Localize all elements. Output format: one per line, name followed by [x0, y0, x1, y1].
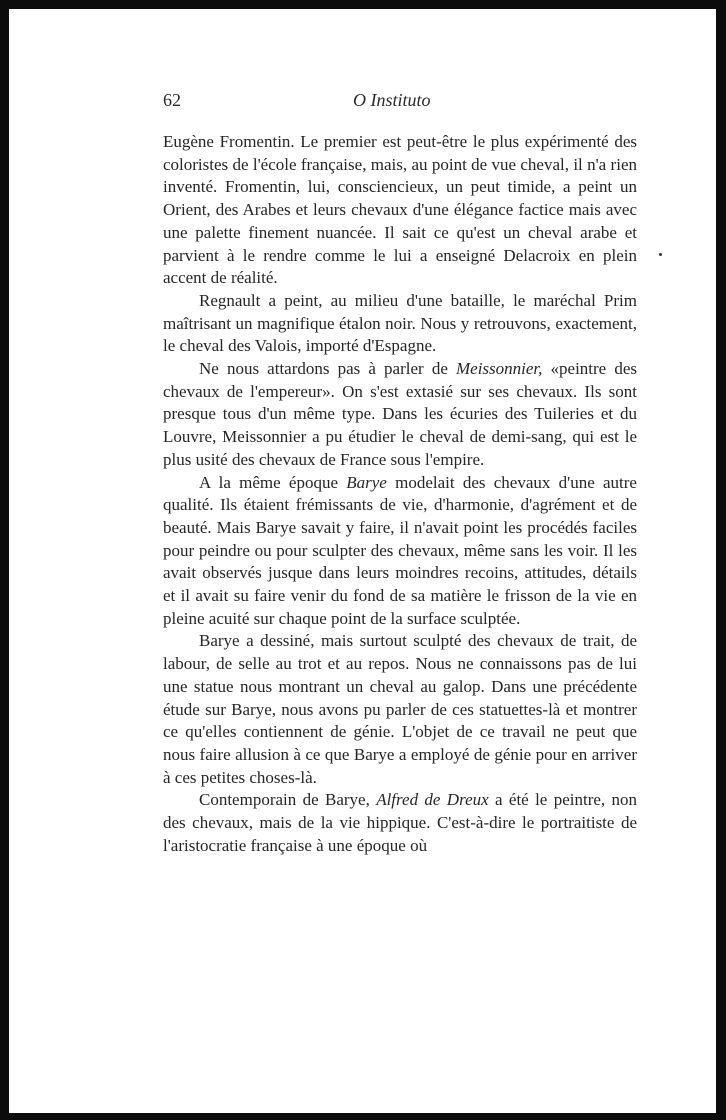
paragraph-barye-sculpture: Barye a dessiné, mais surtout sculpté des chevaux de trait, de labour, de selle au trot et au repos. Nous ne connaissons pas de lui une statue nous montrant un cheval au galop. Dans une précédente étude sur Barye, nous avons pu parler de ces statuettes-là et montrer ce qu'elles contiennent de génie. L'objet de ce travail ne peut que nous faire allusion à ce que Barye a employé de génie pour en arriver à ces petites choses-là.: [163, 631, 637, 787]
artist-name-barye: Barye: [346, 472, 387, 492]
body-text: [163, 131, 637, 858]
paragraph-fromentin: Eugène Fromentin. Le premier est peut-être le plus expérimenté des coloristes de l'école française, mais, au point de vue cheval, il n'a rien inventé. Fromentin, lui, consciencieux, un peut timide, a peint un Orient, des Arabes et leurs chevaux d'une élégance factice mais avec une palette finement nuancée. Il sait ce qu'est un cheval arabe et parvient à le rendre comme le lui a enseigné Delacroix en plein accent de réalité.: [163, 132, 637, 288]
artist-name-dreux: Alfred de Dreux: [376, 790, 489, 810]
page-number: 62: [163, 90, 181, 110]
margin-speck: [659, 253, 662, 256]
paragraph-regnault: Regnault a peint, au milieu d'une bataille, le maréchal Prim maîtrisant un magnifique étalon noir. Nous y retrouvons, exactement, le cheval des Valois, importé d'Espagne.: [163, 290, 637, 356]
journal-title: O Instituto: [353, 90, 431, 110]
paragraph-barye: A la même époque Barye modelait des chevaux d'une autre qualité. Ils étaient frémissants de vie, d'harmonie, d'agrément et de beauté. Mais Barye savait y faire, il n'avait point les procédés faciles pour peindre ou pour sculpter des chevaux, même sans les voir. Il les avait observés jusque dans leurs moindres recoins, attitudes, détails et il avait su faire venir du fond de sa matière le frisson de la vie en pleine acuité sur chaque point de la surface sculptée.: [163, 472, 637, 628]
paragraph-dreux: Contemporain de Barye, Alfred de Dreux a été le peintre, non des chevaux, mais de la vie hippique. C'est-à-dire le portraitiste de l'aristocratie française à une époque où: [163, 790, 637, 855]
running-header: [163, 90, 637, 114]
artist-name-meissonnier: Meissonnier,: [455, 359, 543, 379]
paragraph-meissonnier: Ne nous attardons pas à parler de Meissonnier, «peintre des chevaux de l'empereur». On s'est extasié sur ses chevaux. Ils sont presque tous d'un même type. Dans les écuries des Tuileries et du Louvre, Meissonnier a pu étudier le cheval de demi-sang, qui est le plus usité des chevaux de France sous l'empire.: [163, 359, 638, 469]
